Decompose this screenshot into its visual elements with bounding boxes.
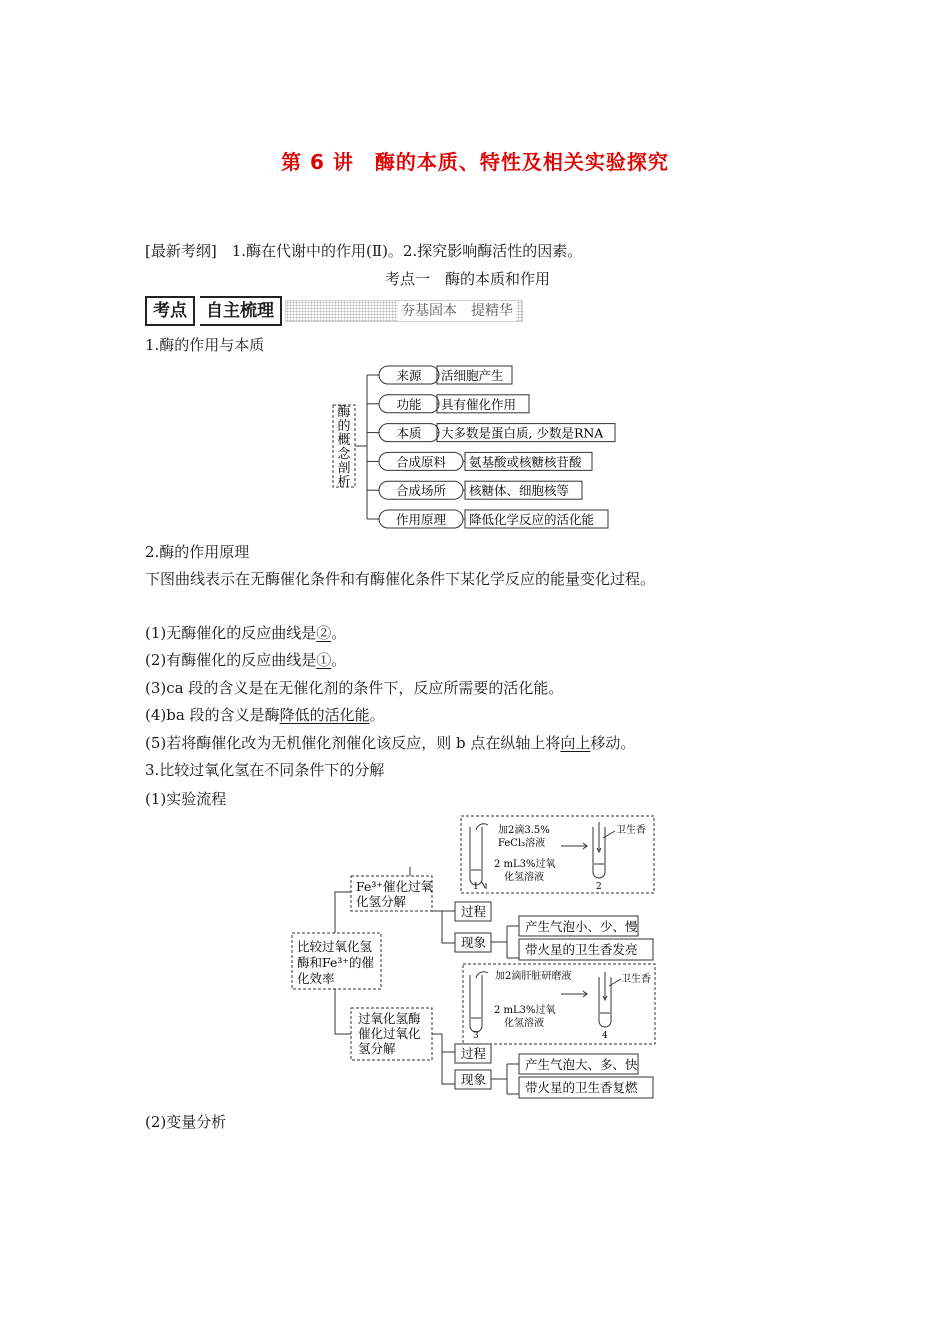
- syllabus: [最新考纲] 1.酶在代谢中的作用(Ⅱ)。2.探究影响酶活性的因素。: [145, 242, 583, 260]
- b-phenomenon-label: 现象: [461, 1072, 487, 1087]
- root-char-0: 酶: [337, 405, 351, 420]
- flow-root-line-1: 酶和Fe³⁺的催: [297, 955, 374, 970]
- sub2-title: (2)变量分析: [145, 1113, 227, 1131]
- question-1: [145, 622, 346, 643]
- q4-text: (4)ba 段的含义是酶: [145, 706, 280, 724]
- root-char-5: 析: [337, 475, 351, 490]
- root-char-3: 念: [337, 447, 351, 462]
- concept-value-2: 大多数是蛋白质, 少数是RNA: [441, 425, 604, 441]
- a-process-label: 过程: [461, 904, 487, 919]
- concept-label-5: 作用原理: [395, 512, 447, 527]
- sub1-title: (1)实验流程: [145, 790, 227, 808]
- question-3: (3)ca 段的含义是在无催化剂的条件下，反应所需要的活化能。: [145, 679, 564, 697]
- test-tube-3: [470, 975, 482, 1032]
- root-char-1: 的: [337, 419, 351, 434]
- b-result-2: 带火星的卫生香复燃: [525, 1080, 638, 1095]
- a-add-label: 加2滴3.5%: [498, 825, 550, 836]
- page-title: 第 6 讲 酶的本质、特性及相关实验探究: [281, 150, 669, 174]
- branch-b-line-0: 过氧化氢酶: [358, 1011, 421, 1026]
- sec1-title: 1.酶的作用与本质: [145, 336, 265, 354]
- concept-map: [325, 358, 625, 534]
- flow-root-line-0: 比较过氧化氢: [297, 939, 373, 954]
- tube-2-label: 2: [596, 882, 602, 892]
- concept-value-5: 降低化学反应的活化能: [469, 512, 595, 527]
- q1-text: (1)无酶催化的反应曲线是: [145, 624, 317, 642]
- banner-right: 夯基固本 提精华: [398, 301, 516, 321]
- q2-end: 。: [331, 651, 347, 669]
- question-4: [145, 704, 385, 725]
- q4-end: 。: [369, 706, 385, 724]
- a-result-1: 产生气泡小、少、慢: [525, 919, 638, 934]
- sec2-title: 2.酶的作用原理: [145, 543, 250, 561]
- tube-1-label: 1: [473, 882, 479, 892]
- test-tube-1: [470, 827, 482, 885]
- branch-b-line-1: 催化过氧化: [358, 1026, 421, 1041]
- branch-a-line-0: Fe³⁺催化过氧: [356, 879, 433, 894]
- branch-a-line-1: 化氢分解: [356, 894, 407, 909]
- a-result-2: 带火星的卫生香发亮: [525, 942, 638, 957]
- b-add-label: 加2滴肝脏研磨液: [495, 971, 572, 982]
- concept-value-0: 活细胞产生: [441, 368, 504, 383]
- q5-answer: 向上: [560, 734, 591, 752]
- q2-text: (2)有酶催化的反应曲线是: [145, 651, 317, 669]
- experiment-flow: [285, 812, 665, 1104]
- q5-text: (5)若将酶催化改为无机催化剂催化该反应，则 b 点在纵轴上将: [145, 734, 561, 752]
- q1-answer: ②: [316, 624, 332, 642]
- concept-label-0: 来源: [396, 368, 422, 383]
- banner-middle: 自主梳理: [200, 296, 282, 326]
- root-char-2: 概: [337, 433, 351, 448]
- a-phenomenon-label: 现象: [461, 935, 487, 950]
- concept-label-4: 合成场所: [395, 483, 447, 499]
- root-char-4: 剖: [337, 461, 351, 476]
- banner-left: 考点: [145, 296, 195, 326]
- sec2-intro: 下图曲线表示在无酶催化条件和有酶催化条件下某化学反应的能量变化过程。: [145, 570, 656, 588]
- banner-stripe: [285, 300, 523, 322]
- h2o2-b-line-1: 化氢溶液: [504, 1018, 544, 1029]
- branch-b-line-2: 氢分解: [358, 1041, 396, 1056]
- concept-value-3: 氨基酸或核糖核苷酸: [469, 454, 582, 470]
- concept-value-1: 具有催化作用: [441, 396, 517, 412]
- sec3-title: 3.比较过氧化氢在不同条件下的分解: [145, 761, 385, 779]
- section-heading: 考点一 酶的本质和作用: [385, 270, 551, 288]
- tube-3-label: 3: [473, 1031, 479, 1041]
- q2-answer: ①: [316, 651, 332, 669]
- h2o2-a-line-0: 2 mL3%过氧: [494, 859, 556, 870]
- q4-answer: 降低的活化能: [279, 706, 370, 724]
- a-fecl-label: FeCl₃溶液: [498, 838, 546, 849]
- q1-end: 。: [331, 624, 347, 642]
- q5-end: 移动。: [590, 734, 636, 752]
- incense-a-label: 卫生香: [616, 825, 646, 836]
- flow-root-line-2: 化效率: [297, 971, 335, 986]
- concept-value-4: 核糖体、细胞核等: [469, 483, 570, 499]
- tube-4-label: 4: [602, 1031, 608, 1041]
- question-5: [145, 732, 635, 753]
- concept-label-3: 合成原料: [395, 454, 447, 470]
- incense-b-label: 卫生香: [621, 974, 651, 985]
- b-process-label: 过程: [461, 1046, 487, 1061]
- h2o2-a-line-1: 化氢溶液: [504, 872, 544, 883]
- concept-label-2: 本质: [396, 425, 422, 441]
- h2o2-b-line-0: 2 mL3%过氧: [494, 1005, 556, 1016]
- concept-label-1: 功能: [396, 396, 422, 412]
- b-result-1: 产生气泡大、多、快: [525, 1057, 638, 1072]
- question-2: [145, 649, 346, 670]
